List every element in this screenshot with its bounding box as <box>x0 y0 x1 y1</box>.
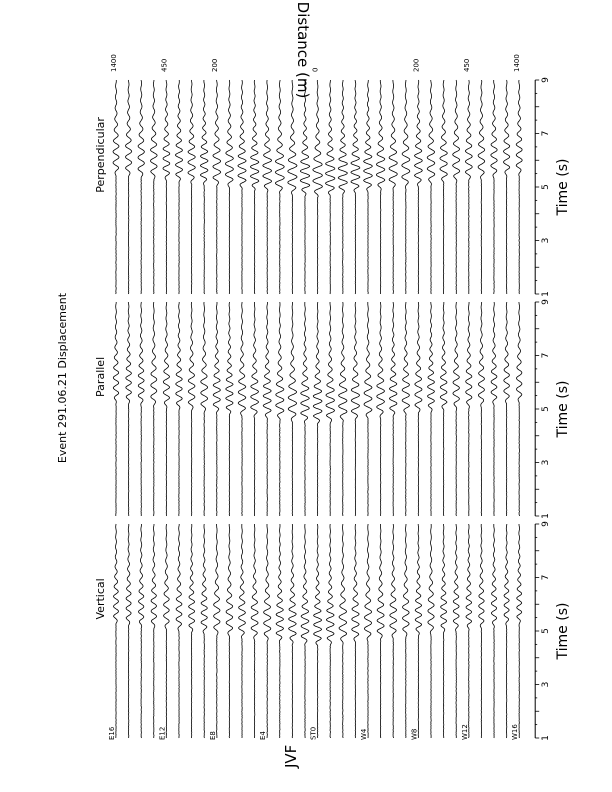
trace-line <box>238 80 246 294</box>
trace-line <box>301 302 310 516</box>
trace-line <box>364 80 373 294</box>
trace-line <box>390 302 397 516</box>
trace-line <box>288 302 296 516</box>
time-tick-label: 7 <box>541 130 552 137</box>
distance-tick-label: 0 <box>311 67 320 72</box>
trace-line <box>465 80 472 294</box>
trace-line <box>214 524 220 738</box>
distance-tick-label: 200 <box>412 58 421 72</box>
time-tick-label: 9 <box>541 77 552 83</box>
time-tick-label: 5 <box>541 406 552 412</box>
trace-line <box>339 302 347 516</box>
panels <box>94 54 571 741</box>
trace-line <box>213 302 220 516</box>
time-tick-label: 5 <box>541 628 552 634</box>
trace-line <box>351 80 360 294</box>
trace-line <box>151 524 157 738</box>
panel-title: Parallel <box>94 356 107 397</box>
trace-line <box>226 524 233 738</box>
trace-line <box>126 80 132 294</box>
trace-line <box>201 302 208 516</box>
trace-line <box>364 524 371 738</box>
station-label: W4 <box>360 728 368 740</box>
trace-line <box>504 524 509 738</box>
trace-line <box>176 524 182 738</box>
distance-tick-label: 1400 <box>110 54 118 72</box>
trace-line <box>415 302 422 516</box>
trace-line <box>314 524 322 738</box>
trace-line <box>504 302 510 516</box>
station-label: W12 <box>460 724 469 740</box>
trace-line <box>479 524 484 738</box>
trace-line <box>428 302 435 516</box>
time-tick-label: 3 <box>541 681 552 688</box>
trace-line <box>151 302 157 516</box>
trace-line <box>491 524 496 738</box>
rotated-plot <box>56 2 571 769</box>
trace-line <box>427 80 435 294</box>
trace-line <box>250 80 258 294</box>
trace-line <box>176 302 182 516</box>
trace-line <box>351 302 359 516</box>
trace-line <box>466 302 472 516</box>
time-tick-label: 1 <box>541 735 552 741</box>
time-tick-label: 7 <box>541 574 552 581</box>
trace-line <box>226 302 233 516</box>
trace-line <box>415 524 421 738</box>
trace-line <box>164 524 170 738</box>
trace-line <box>453 302 460 516</box>
trace-line <box>453 80 460 294</box>
trace-line <box>239 524 246 738</box>
trace-line <box>403 524 410 738</box>
time-axis-label: Time (s) <box>555 602 572 660</box>
time-tick-label: 3 <box>541 459 552 466</box>
trace-line <box>352 524 359 738</box>
trace-line <box>478 80 485 294</box>
panel-vertical <box>94 521 571 741</box>
time-tick-label: 7 <box>541 352 552 359</box>
trace-line <box>163 80 170 294</box>
panel-perpendicular <box>94 77 571 297</box>
trace-line <box>175 80 182 294</box>
trace-line <box>338 80 347 294</box>
trace-line <box>466 524 472 738</box>
time-tick-label: 5 <box>541 184 552 190</box>
trace-line <box>275 80 284 294</box>
time-tick-label: 1 <box>541 291 552 297</box>
trace-line <box>264 524 271 738</box>
time-tick-label: 9 <box>541 521 552 527</box>
trace-line <box>453 524 459 738</box>
figure-title: Event 291.06.21 Displacement <box>56 292 69 464</box>
station-label: E4 <box>259 731 268 740</box>
trace-line <box>263 302 271 516</box>
trace-line <box>289 524 297 738</box>
trace-line <box>491 302 497 516</box>
trace-line <box>376 80 384 294</box>
fault-label: JVF <box>282 744 300 768</box>
trace-line <box>163 302 169 516</box>
panel-parallel <box>94 299 571 519</box>
station-label: E12 <box>158 726 167 740</box>
trace-line <box>478 302 484 516</box>
trace-line <box>441 524 447 738</box>
trace-line <box>313 80 323 294</box>
trace-line <box>440 302 447 516</box>
trace-line <box>251 302 259 516</box>
panel-title: Vertical <box>94 578 107 620</box>
trace-line <box>263 80 272 294</box>
trace-line <box>491 80 497 294</box>
trace-line <box>301 524 309 738</box>
distance-tick-label: 450 <box>160 58 169 72</box>
trace-line <box>113 80 119 294</box>
station-label: E8 <box>208 731 217 740</box>
distance-tick-label: 1400 <box>513 54 522 72</box>
station-label: E16 <box>108 726 116 740</box>
trace-line <box>201 524 207 738</box>
trace-line <box>188 302 195 516</box>
distance-tick-label: 200 <box>210 58 219 72</box>
trace-line <box>276 302 284 516</box>
trace-line <box>113 302 118 516</box>
trace-line <box>326 302 335 516</box>
time-axis-label: Time (s) <box>555 158 572 216</box>
distance-tick-label: 450 <box>462 58 471 72</box>
trace-line <box>377 524 384 738</box>
trace-line <box>238 302 246 516</box>
trace-line <box>151 80 158 294</box>
trace-line <box>288 80 297 294</box>
trace-line <box>276 524 283 738</box>
trace-line <box>139 524 144 738</box>
trace-line <box>251 524 258 738</box>
time-axis-label: Time (s) <box>555 380 572 438</box>
time-tick-label: 3 <box>541 237 552 244</box>
trace-line <box>389 80 397 294</box>
trace-line <box>200 80 208 294</box>
time-tick-label: 9 <box>541 299 552 305</box>
trace-line <box>225 80 233 294</box>
station-label: W16 <box>511 724 520 740</box>
trace-line <box>300 80 309 294</box>
trace-line <box>377 302 385 516</box>
trace-line <box>364 302 372 516</box>
trace-line <box>517 302 522 516</box>
station-label: ST0 <box>309 726 318 740</box>
trace-line <box>440 80 447 294</box>
trace-line <box>189 524 195 738</box>
trace-line <box>390 524 397 738</box>
trace-line <box>138 302 144 516</box>
trace-line <box>126 302 132 516</box>
trace-line <box>339 524 347 738</box>
trace-line <box>516 80 522 294</box>
trace-line <box>517 524 522 738</box>
trace-line <box>138 80 144 294</box>
trace-line <box>114 524 119 738</box>
trace-line <box>428 524 434 738</box>
time-tick-label: 1 <box>541 513 552 519</box>
trace-line <box>402 302 409 516</box>
panel-title: Perpendicular <box>94 117 107 193</box>
trace-line <box>126 524 131 738</box>
trace-line <box>326 80 335 294</box>
station-label: W8 <box>410 728 419 740</box>
trace-line <box>313 302 322 516</box>
trace-line <box>415 80 423 294</box>
trace-line <box>213 80 221 294</box>
trace-line <box>188 80 195 294</box>
trace-line <box>326 524 334 738</box>
trace-line <box>504 80 510 294</box>
trace-line <box>402 80 410 294</box>
distance-axis-label: Distance (m) <box>294 1 312 99</box>
